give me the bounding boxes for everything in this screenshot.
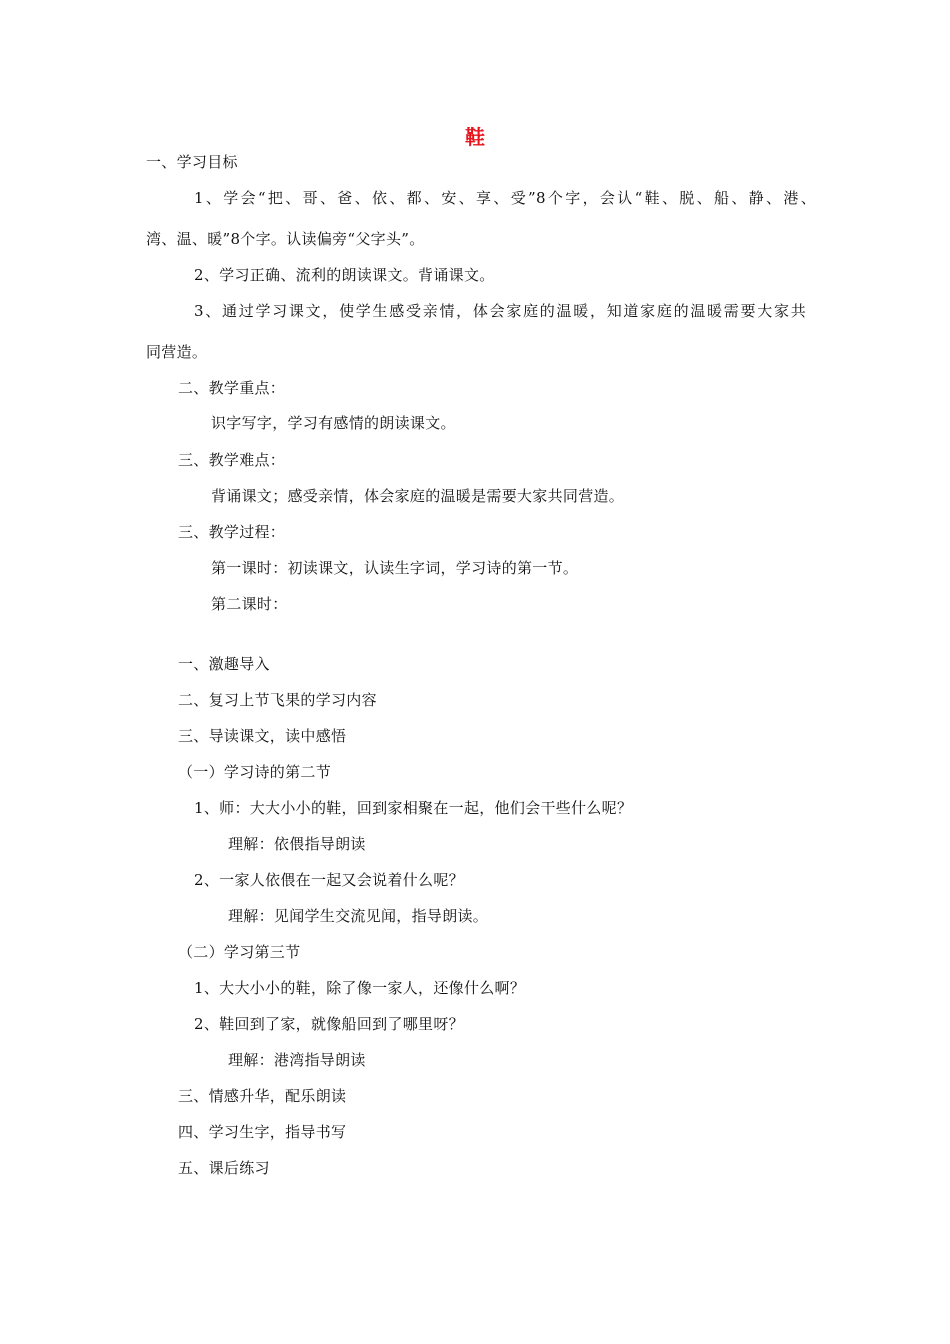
section-heading: 三、教学过程： (178, 523, 286, 541)
paragraph-line: 3、通过学习课文，使学生感受亲情，体会家庭的温暖，知道家庭的温暖需要大家共 (194, 302, 806, 320)
paragraph-line: 第一课时：初读课文，认读生字词，学习诗的第一节。 (211, 559, 579, 577)
paragraph-line: 理解：依偎指导朗读 (228, 835, 366, 853)
document-title: 鞋 (465, 125, 485, 149)
paragraph-line: 湾、温、暖”8个字。认读偏旁“父字头”。 (146, 230, 425, 248)
section-heading: 一、学习目标 (146, 153, 238, 171)
paragraph-line: 第二课时： (211, 595, 288, 613)
section-heading: 一、激趣导入 (178, 655, 270, 673)
section-heading: 三、情感升华，配乐朗读 (178, 1087, 347, 1105)
paragraph-line: 理解：见闻学生交流见闻，指导朗读。 (228, 907, 489, 925)
section-heading: 二、复习上节飞果的学习内容 (178, 691, 377, 709)
list-item: 2、鞋回到了家，就像船回到了哪里呀？ (194, 1015, 464, 1033)
paragraph-line: 识字写字，学习有感情的朗读课文。 (211, 414, 456, 432)
paragraph-line: 理解：港湾指导朗读 (228, 1051, 366, 1069)
section-heading: 三、导读课文，读中感悟 (178, 727, 347, 745)
section-heading: 五、课后练习 (178, 1159, 270, 1177)
paragraph-line: 背诵课文；感受亲情，体会家庭的温暖是需要大家共同营造。 (211, 487, 625, 505)
paragraph-line: 1、学会“把、哥、爸、依、都、安、享、受”8个字，会认“鞋、脱、船、静、港、 (194, 189, 816, 207)
paragraph-line: 2、学习正确、流利的朗读课文。背诵课文。 (194, 266, 495, 284)
subsection-heading: （二）学习第三节 (178, 943, 301, 961)
section-heading: 二、教学重点： (178, 379, 286, 397)
paragraph-line: 同营造。 (146, 343, 208, 361)
section-heading: 四、学习生字，指导书写 (178, 1123, 347, 1141)
list-item: 2、一家人依偎在一起又会说着什么呢？ (194, 871, 464, 889)
section-heading: 三、教学难点： (178, 451, 286, 469)
list-item: 1、大大小小的鞋，除了像一家人，还像什么啊？ (194, 979, 526, 997)
subsection-heading: （一）学习诗的第二节 (178, 763, 332, 781)
list-item: 1、师：大大小小的鞋，回到家相聚在一起，他们会干些什么呢？ (194, 799, 633, 817)
